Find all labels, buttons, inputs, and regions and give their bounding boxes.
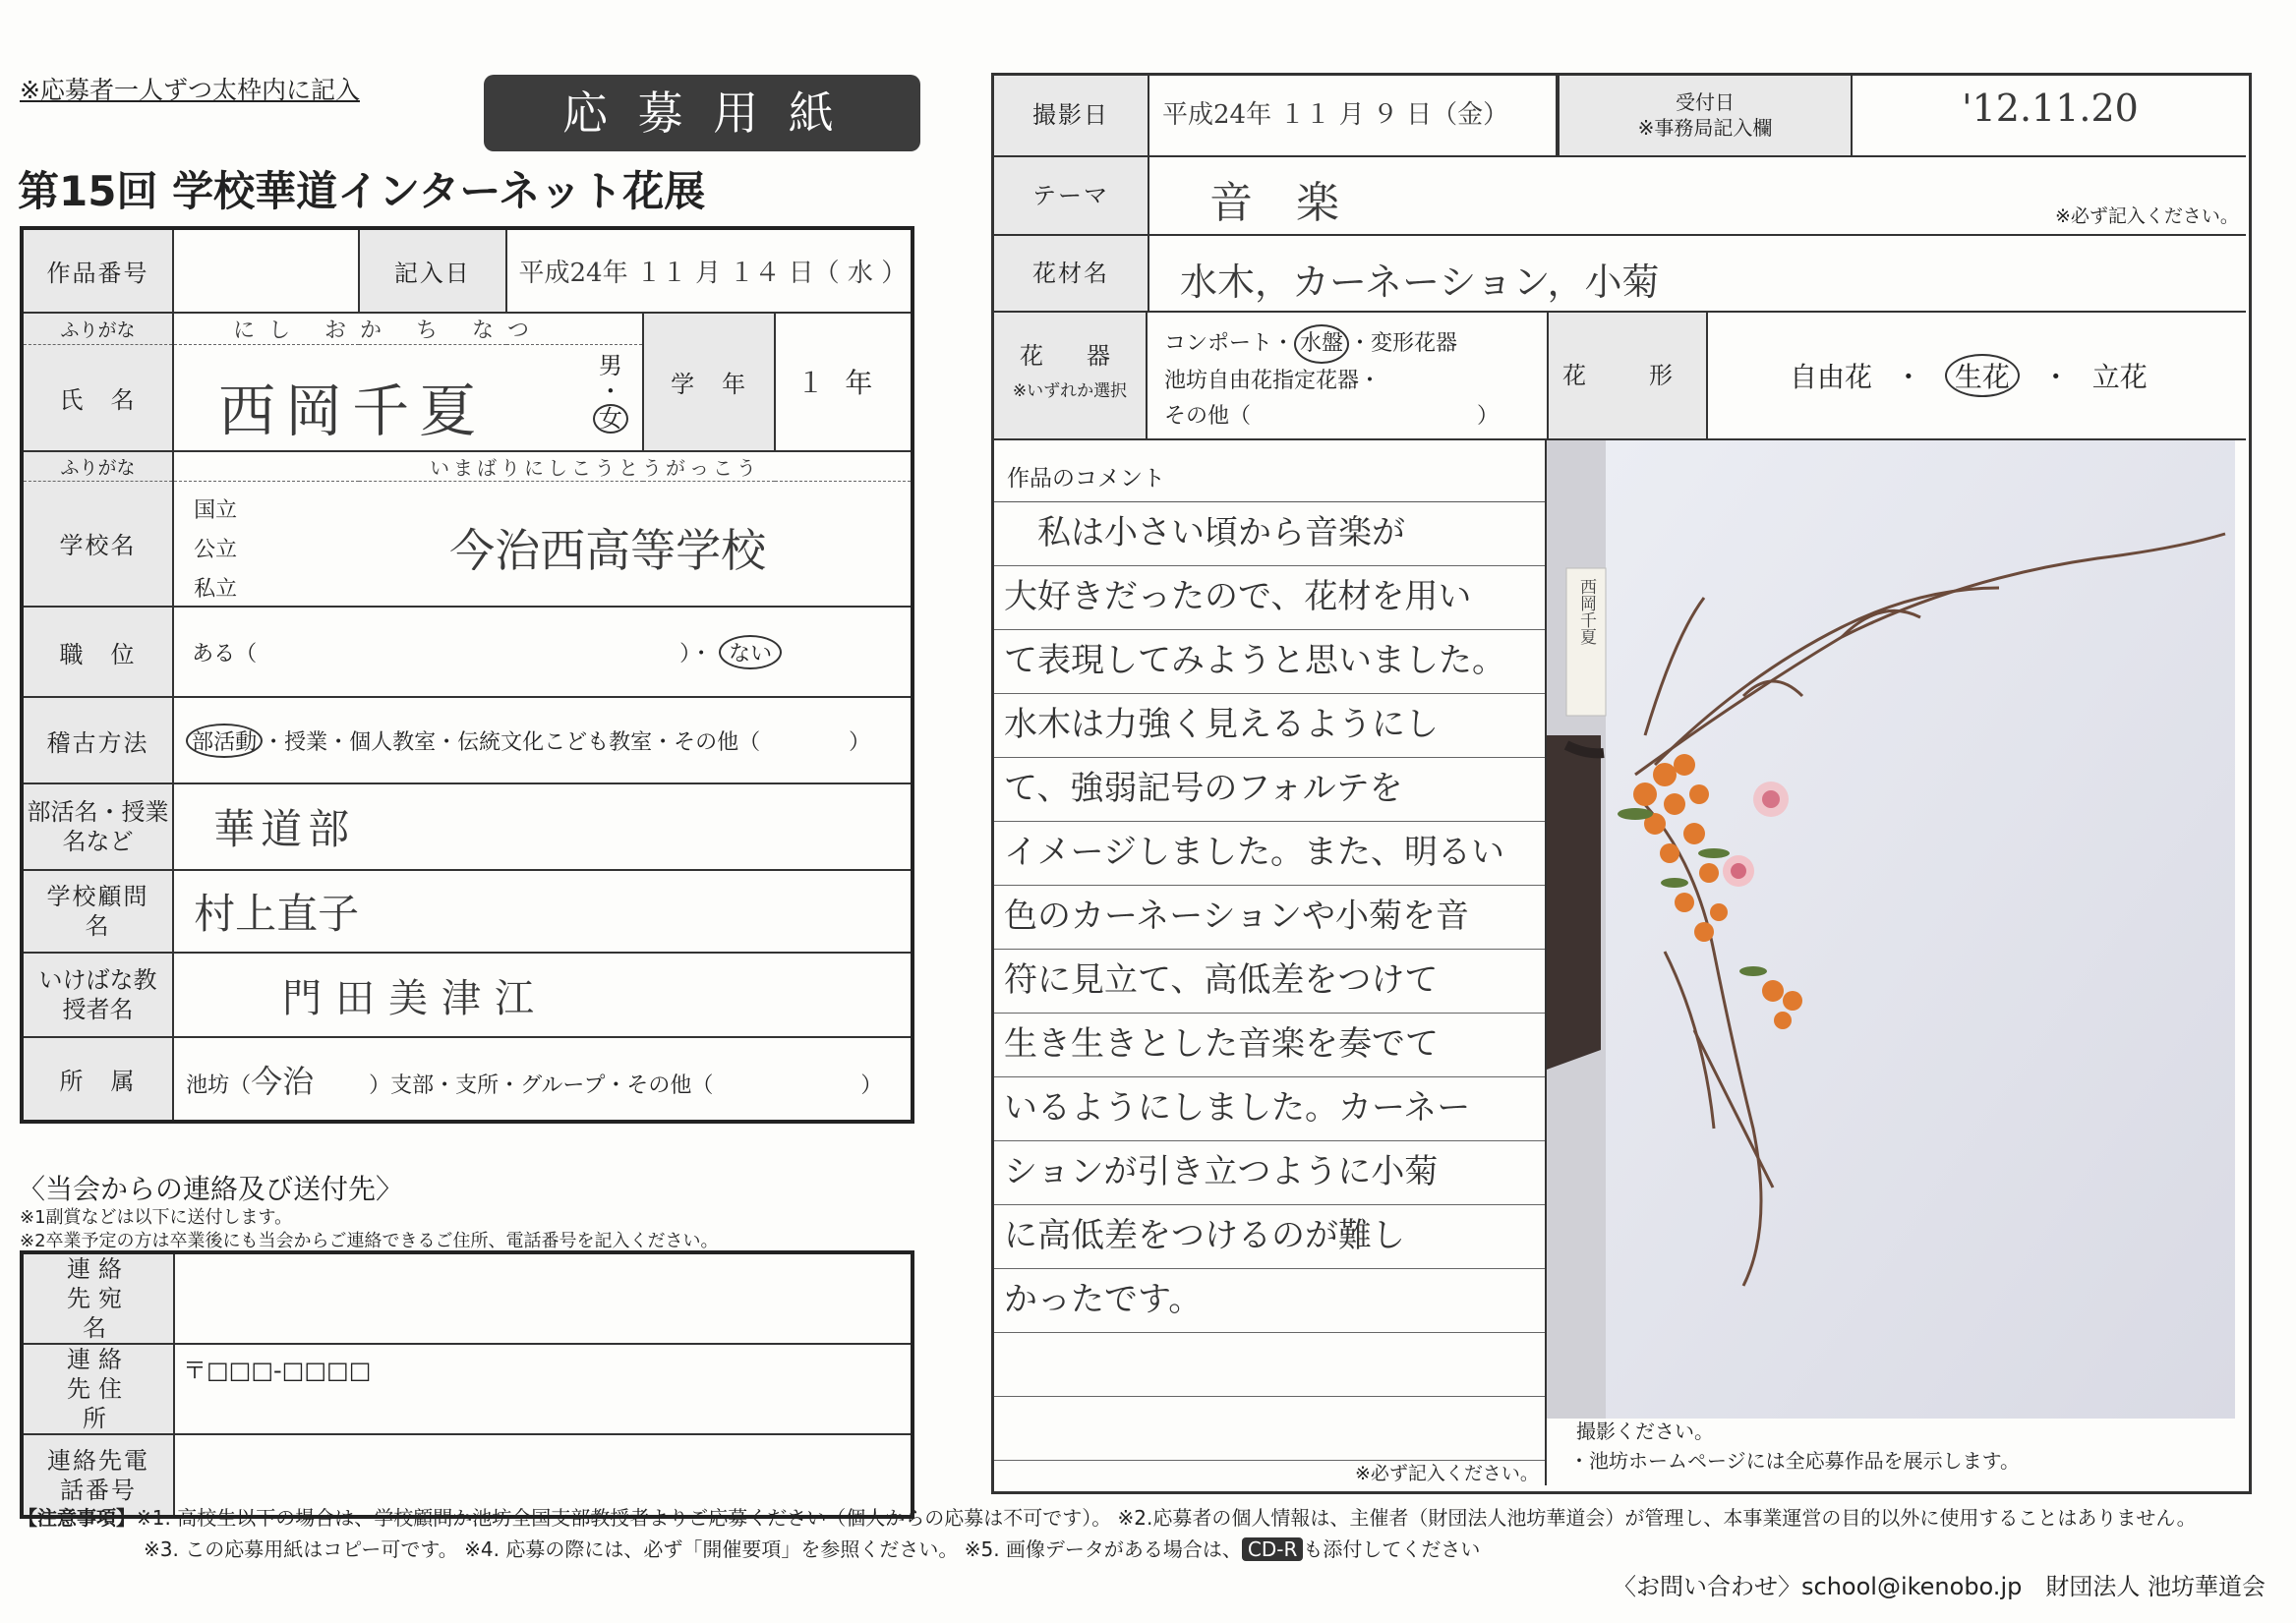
comment-line: ションが引き立つように小菊	[994, 1141, 1545, 1205]
notice-label: 【注意事項】	[18, 1506, 136, 1530]
vessel-label: 花 器	[1020, 342, 1120, 370]
entry-date-label: 記入日	[359, 228, 505, 313]
comment-line: て、強弱記号のフォルテを	[994, 758, 1545, 822]
notice-text-1: ※1. 高校生以下の場合は、学校顧問か池坊全国支部教授者よりご応募ください（個人からの応募は不可です）。 ※2.応募者の個人情報は、主催者（財団法人池坊華道会）が管理し、本事業運営の目的以外に使用することはありません。	[136, 1506, 2197, 1530]
entry-date-field[interactable]: 平成24年 １１ 月 １４ 日（ 水 ）	[506, 228, 913, 313]
divider	[994, 234, 2246, 236]
style-jiyuka[interactable]: 自由花	[1790, 361, 1873, 393]
gender-dot: ・	[598, 377, 622, 405]
theme-field[interactable]: 音 楽	[1209, 178, 1339, 228]
grade-value: １	[796, 367, 825, 400]
comment-line: イメージしました。また、明るい	[994, 822, 1545, 886]
footer-notice-line-2	[144, 1534, 1480, 1562]
advisor-field[interactable]: 村上直子	[173, 870, 913, 953]
work-no-field[interactable]	[173, 228, 359, 313]
contact-note-1: ※1副賞などは以下に送付します。	[20, 1207, 293, 1228]
position-sep: ）・	[679, 641, 713, 667]
notice-text-2a: ※3. この応募用紙はコピー可です。 ※4. 応募の際には、必ず「開催要項」を参照ください。 ※5. 画像データがある場合は、	[144, 1537, 1242, 1561]
vessel-suiban-selected[interactable]: 水盤	[1294, 324, 1349, 364]
page-title: 第15回 学校華道インターネット花展	[18, 167, 706, 215]
received-label-2: ※事務局記入欄	[1637, 116, 1773, 140]
ikebana-photo-graphic	[1547, 440, 2235, 1419]
practice-options: ・授業・個人教室・伝統文化こども教室・その他（	[263, 729, 761, 755]
school-furigana-field[interactable]: いまばりにしこうとうがっこう	[173, 451, 913, 482]
vessel-other-close: ）	[1477, 404, 1500, 429]
gender-male[interactable]: 男	[598, 352, 622, 379]
shoot-date-label: 撮影日	[994, 76, 1149, 157]
advisor-label: 学校顧問名	[22, 870, 173, 953]
affil-value: 今治	[251, 1062, 315, 1100]
style-label: 花 形	[1547, 313, 1708, 438]
comment-lines	[994, 502, 1545, 1461]
vessel-other[interactable]: その他（	[1164, 404, 1252, 429]
comment-line: 大好きだったので、花材を用い	[994, 566, 1545, 630]
received-date-value: '12.11.20	[1962, 87, 2139, 130]
school-kind-list	[194, 492, 237, 609]
name-value: 西岡千夏	[218, 377, 487, 444]
form-banner: 応 募 用 紙	[484, 75, 920, 151]
style-sep: ・	[1894, 361, 1922, 393]
school-field[interactable]	[173, 481, 913, 607]
contact-address-label: 連絡先住所	[22, 1344, 174, 1434]
school-label: 学校名	[22, 481, 173, 607]
vessel-options[interactable]	[1164, 324, 1499, 435]
comment-line: 私は小さい頃から音楽が	[994, 502, 1545, 566]
comment-line: 水木は力強く見えるようにし	[994, 694, 1545, 758]
received-date-label	[1558, 76, 1853, 155]
comment-label: 作品のコメント	[1007, 466, 1165, 492]
comment-line: 符に見立て、高低差をつけて	[994, 950, 1545, 1014]
contact-address-field[interactable]	[174, 1344, 913, 1434]
work-no-label: 作品番号	[22, 228, 173, 313]
position-label: 職 位	[22, 607, 173, 697]
club-field[interactable]: 華道部	[173, 783, 913, 870]
practice-close: ）	[849, 729, 871, 755]
name-field[interactable]	[173, 345, 643, 451]
name-furigana-field[interactable]: にし おか ち なつ	[173, 313, 643, 345]
contact-phone-label: 連絡先電話番号	[22, 1434, 174, 1517]
photo-caption-2: ・池坊ホームページには全応募作品を展示します。	[1569, 1449, 2020, 1473]
position-aru[interactable]: ある（	[192, 641, 258, 667]
practice-label: 稽古方法	[22, 697, 173, 783]
comment-line: かったです。	[994, 1269, 1545, 1333]
name-label: 氏 名	[22, 345, 173, 451]
position-nai-selected[interactable]: ない	[719, 635, 782, 669]
school-kind-national[interactable]: 国立	[194, 497, 238, 523]
vessel-compote[interactable]: コンポート・	[1164, 331, 1295, 356]
grade-field[interactable]	[775, 313, 913, 451]
name-furigana-label: ふりがな	[22, 313, 173, 345]
contact-note-2: ※2卒業予定の方は卒業後にも当会からご連絡できるご住所、電話番号を記入ください。	[20, 1231, 719, 1251]
comment-required-note: ※必ず記入ください。	[1355, 1463, 1539, 1484]
affil-prefix: 池坊（	[186, 1072, 252, 1098]
contact-name-label: 連絡先宛名	[22, 1252, 174, 1344]
vessel-shape	[1547, 735, 1601, 1070]
contact-form	[20, 1250, 914, 1519]
comment-line: に高低差をつけるのが難し	[994, 1205, 1545, 1269]
practice-field[interactable]	[173, 697, 913, 783]
school-value: 今治西高等学校	[449, 523, 767, 577]
material-label: 花材名	[994, 236, 1149, 311]
vessel-label-cell	[994, 313, 1148, 438]
postal-code: 〒□□□-□□□□	[183, 1357, 372, 1384]
school-furigana-label: ふりがな	[22, 451, 173, 482]
affiliation-label: 所 属	[22, 1037, 173, 1122]
club-label: 部活名・授業名など	[22, 783, 173, 870]
affil-suffix: ）支部・支所・グループ・その他（	[369, 1072, 714, 1098]
school-kind-public[interactable]: 公立	[194, 537, 238, 562]
vessel-note: ※いずれか選択	[1012, 381, 1128, 401]
style-sep: ・	[2041, 361, 2070, 393]
shoot-date-field[interactable]: 平成24年 １１ 月 ９ 日（金）	[1150, 76, 1558, 155]
vessel-henkei[interactable]: ・変形花器	[1349, 331, 1458, 356]
position-field[interactable]	[173, 607, 913, 697]
gender-selector[interactable]	[593, 353, 628, 434]
practice-selected[interactable]: 部活動	[186, 724, 263, 758]
photo-name-tag: 西岡千夏	[1576, 578, 1596, 645]
vessel-ikenobo[interactable]: 池坊自由花指定花器・	[1164, 369, 1382, 393]
cdr-badge: CD-R	[1242, 1537, 1303, 1561]
comment-line	[994, 1397, 1545, 1461]
teacher-label: いけばな教授者名	[22, 953, 173, 1037]
applicant-form	[20, 226, 914, 1124]
comment-line: 生き生きとした音楽を奏でて	[994, 1014, 1545, 1077]
affil-close: ）	[860, 1072, 883, 1098]
school-kind-private[interactable]: 私立	[194, 576, 238, 602]
grade-unit: 年	[845, 367, 873, 400]
comment-line: いるようにしました。カーネー	[994, 1077, 1545, 1141]
divider	[994, 155, 2246, 157]
inquiry-contact: 〈お問い合わせ〉school@ikenobo.jp 財団法人 池坊華道会	[1613, 1573, 2266, 1600]
theme-required-note: ※必ず記入ください。	[2055, 205, 2239, 227]
affiliation-field[interactable]	[173, 1037, 913, 1122]
theme-label: テーマ	[994, 157, 1149, 234]
gender-female-selected[interactable]: 女	[593, 404, 628, 434]
style-rikka[interactable]: 立花	[2091, 361, 2148, 393]
teacher-field[interactable]: 門田美津江	[173, 953, 913, 1037]
comment-line: 色のカーネーションや小菊を音	[994, 886, 1545, 950]
style-shoka-selected[interactable]: 生花	[1945, 354, 2020, 397]
comment-line	[994, 1333, 1545, 1397]
top-note: ※応募者一人ずつ太枠内に記入	[20, 76, 360, 104]
grade-label: 学 年	[643, 313, 776, 451]
ikebana-photo	[1547, 440, 2235, 1419]
footer-notice-line-1	[18, 1502, 2197, 1531]
contact-name-field[interactable]	[174, 1252, 913, 1344]
notice-text-2b: も添付してください	[1303, 1537, 1481, 1561]
contact-heading: 〈当会からの連絡及び送付先〉	[18, 1173, 404, 1205]
material-field[interactable]: 水木，カーネーション，小菊	[1180, 261, 1660, 304]
received-label-1: 受付日	[1676, 90, 1735, 114]
style-options[interactable]	[1790, 354, 2148, 397]
photo-caption-1: 撮影ください。	[1576, 1420, 1714, 1443]
comment-line: て表現してみようと思いました。	[994, 630, 1545, 694]
